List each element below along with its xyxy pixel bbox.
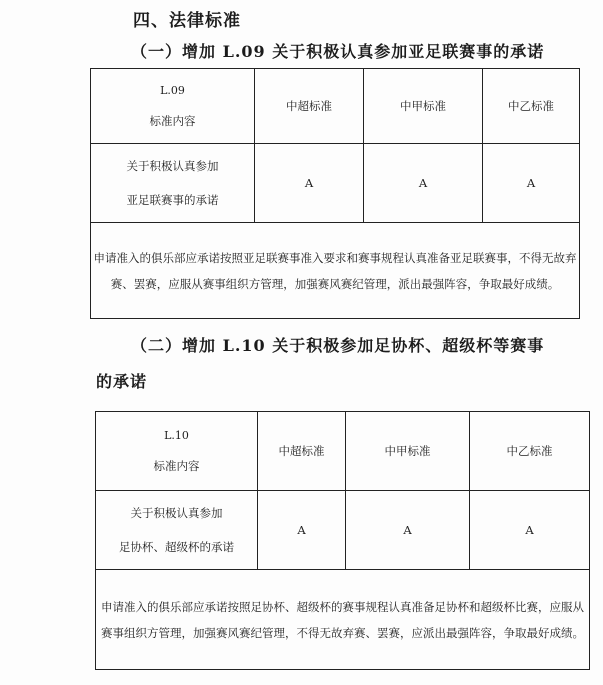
table-header-row [91, 69, 580, 144]
standard-code: L.10 [164, 428, 189, 442]
description-row [91, 223, 580, 319]
grade-super: A [255, 144, 364, 223]
description-row [96, 570, 590, 670]
column-header-super: 中超标准 [258, 412, 346, 491]
section-title: 四、法律标准 [133, 11, 241, 31]
column-header-yi: 中乙标准 [483, 69, 580, 144]
item-line: 关于积极认真参加 [130, 506, 223, 520]
l10-standard-table [95, 411, 590, 670]
grade-super: A [258, 491, 346, 570]
l10-heading-continued: 的承诺 [96, 372, 148, 391]
standard-code-cell [91, 69, 255, 144]
standard-description: 申请准入的俱乐部应承诺按照足协杯、超级杯的赛事规程认真准备足协杯和超级杯比赛，应服从赛事组织方管理，加强赛风赛纪管理，不得无故弃赛、罢赛，应派出最强阵容，争取最好成绩。 [96, 570, 590, 670]
table-header-row [96, 412, 590, 491]
grade-jia: A [346, 491, 470, 570]
column-header-yi: 中乙标准 [470, 412, 590, 491]
standard-code: L.09 [160, 83, 185, 97]
table-row [96, 491, 590, 570]
table-row [91, 144, 580, 223]
l09-standard-table [90, 68, 580, 319]
grade-yi: A [483, 144, 580, 223]
content-label: 标准内容 [149, 113, 196, 128]
item-line: 关于积极认真参加 [126, 159, 219, 173]
item-line: 亚足联赛事的承诺 [126, 193, 219, 207]
grade-yi: A [470, 491, 590, 570]
grade-jia: A [364, 144, 483, 223]
standard-item-cell [91, 144, 255, 223]
l10-heading: （二）增加 L.10 关于积极参加足协杯、超级杯等赛事 [131, 336, 545, 355]
column-header-jia: 中甲标准 [364, 69, 483, 144]
column-header-jia: 中甲标准 [346, 412, 470, 491]
standard-description: 申请准入的俱乐部应承诺按照亚足联赛事准入要求和赛事规程认真准备亚足联赛事，不得无故弃赛、罢赛，应服从赛事组织方管理，加强赛风赛纪管理，派出最强阵容，争取最好成绩。 [91, 223, 580, 319]
content-label: 标准内容 [153, 458, 200, 473]
standard-code-cell [96, 412, 258, 491]
column-header-super: 中超标准 [255, 69, 364, 144]
item-line: 足协杯、超级杯的承诺 [119, 540, 234, 554]
standard-item-cell [96, 491, 258, 570]
l09-heading: （一）增加 L.09 关于积极认真参加亚足联赛事的承诺 [131, 42, 545, 61]
